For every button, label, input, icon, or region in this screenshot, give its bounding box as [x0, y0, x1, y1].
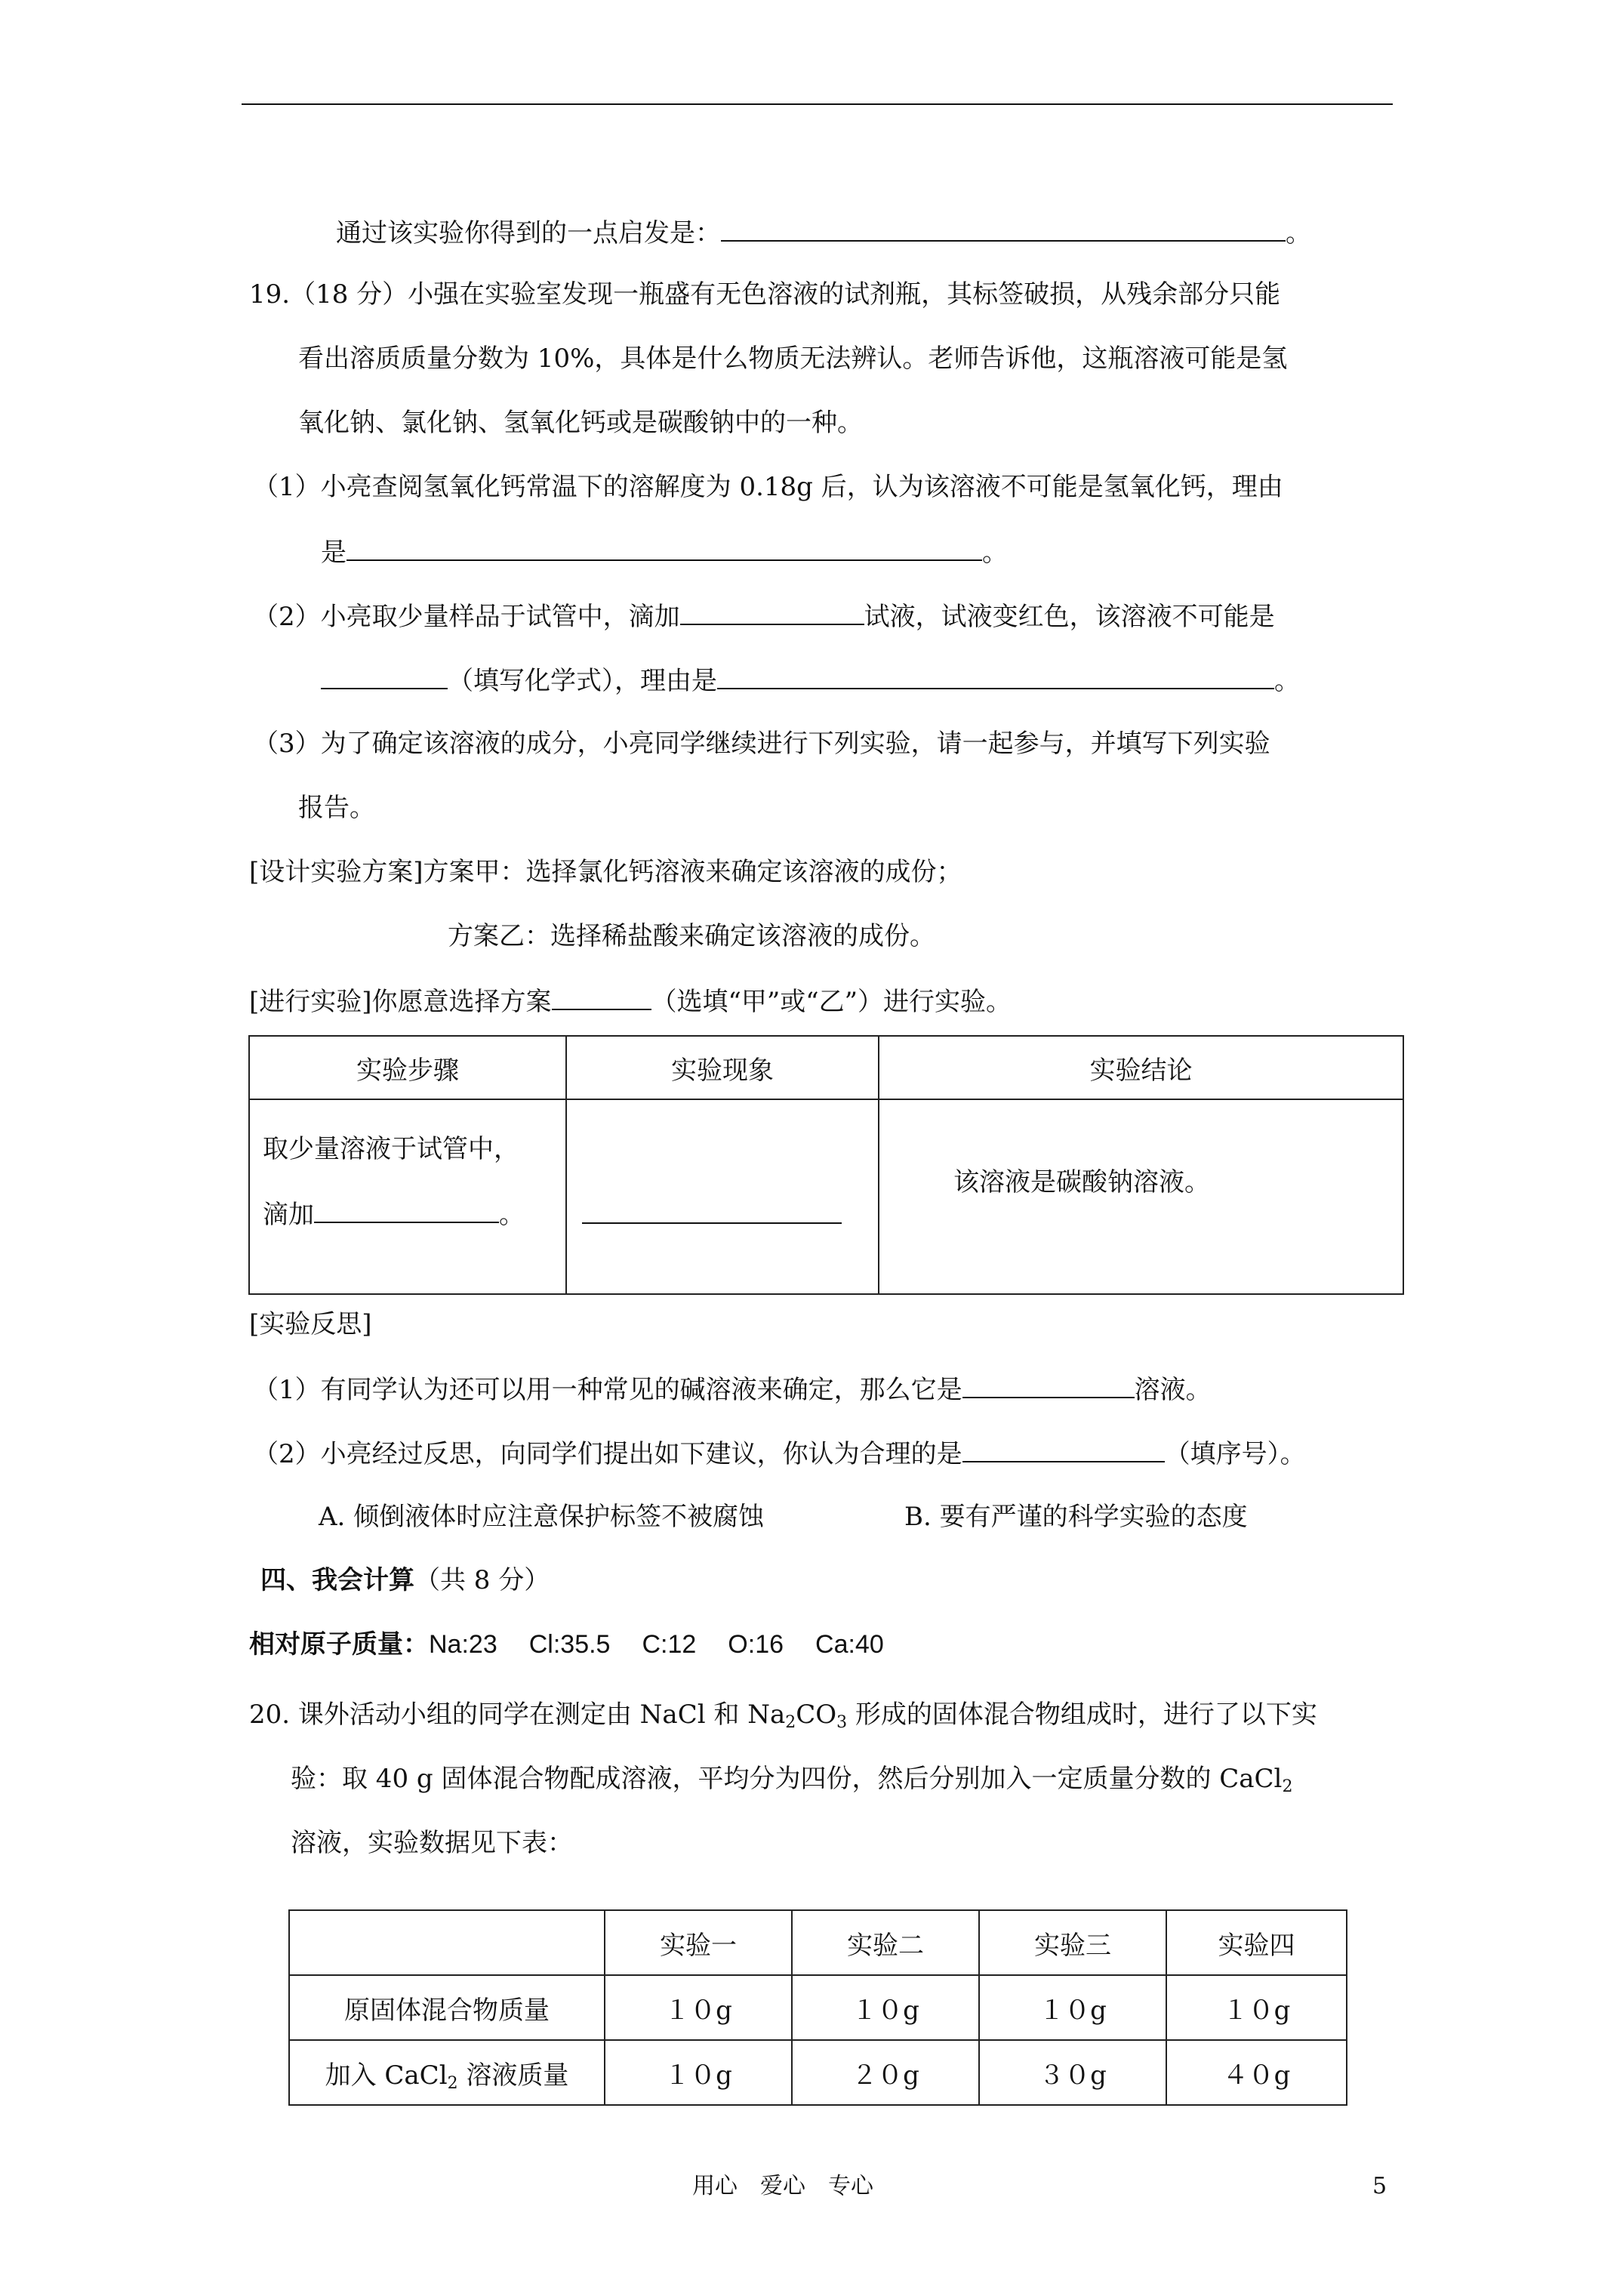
footer-motto: 用心 爱心 专心 [692, 2173, 873, 2199]
header-phenomenon: 实验现象 [566, 1036, 879, 1099]
q19-stem-line-3: 氧化钠、氯化钠、氢氧化钙或是碳酸钠中的一种。 [298, 408, 863, 438]
q19-part3-line-2: 报告。 [298, 793, 375, 823]
cell-phenomenon [566, 1099, 879, 1294]
table-cell: １０g [1166, 1975, 1347, 2040]
q20-header-exp4: 实验四 [1166, 1910, 1347, 1975]
section-4-heading [260, 1563, 550, 1598]
q20-header-exp3: 实验三 [979, 1910, 1166, 1975]
plan-choice-blank[interactable] [552, 983, 651, 1010]
table-cell: ４０g [1166, 2040, 1347, 2105]
design-plan-a-line: [设计实验方案]方案甲：选择氯化钙溶液来确定该溶液的成份； [249, 857, 962, 887]
reflection-2: （2）小亮经过反思，向同学们提出如下建议，你认为合理的是 （填序号）。 [253, 1435, 1306, 1472]
design-plan-b-line: 方案乙：选择稀盐酸来确定该溶液的成份。 [448, 921, 935, 951]
phenomenon-blank[interactable] [582, 1222, 842, 1224]
q20-line-1: 20. 课外活动小组的同学在测定由 NaCl 和 $Na_2CO_3$ 形成的固体混合物组成时，进行了以下实 [249, 1700, 1317, 1732]
option-a: A. 倾倒液体时应注意保护标签不被腐蚀 [319, 1502, 765, 1532]
experiment-report-table [248, 1035, 1404, 1295]
q19-part1-line-2: 是 。 [321, 534, 1008, 570]
q19-indicator-blank[interactable] [680, 598, 864, 625]
table-cell: ３０g [979, 2040, 1166, 2105]
option-b: B. 要有严谨的科学实验的态度 [904, 1502, 1248, 1532]
cell-conclusion: 该溶液是碳酸钠溶液。 [879, 1099, 1403, 1294]
reflection-label: [实验反思] [249, 1309, 372, 1339]
design-plan-label: [设计实验方案] [249, 857, 423, 887]
q20-data-table [288, 1909, 1347, 2106]
section-4-title: 四、我会计算 [260, 1565, 414, 1595]
cell-step: 取少量溶液于试管中， 滴加 。 [249, 1099, 566, 1294]
q19-part1-line-1: （1）小亮查阅氢氧化钙常温下的溶解度为 0.18g 后，认为该溶液不可能是氢氧化钙，理由 [253, 472, 1283, 502]
table-cell: １０g [792, 1975, 979, 2040]
table-row [289, 2040, 1347, 2105]
q18-prompt: 通过该实验你得到的一点启发是： [336, 218, 721, 248]
step-reagent-blank[interactable] [314, 1196, 499, 1223]
q19-stem-line-1: 19.（18 分）小强在实验室发现一瓶盛有无色溶液的试剂瓶，其标签破损，从残余部分只能 [249, 279, 1281, 310]
q20-header-exp1: 实验一 [605, 1910, 792, 1975]
row-label-cacl2-mass: 加入 CaCl$_2$ 溶液质量 [289, 2040, 605, 2105]
page-number: 5 [1372, 2173, 1387, 2199]
q18-inspiration-line: 通过该实验你得到的一点启发是： 。 [336, 214, 1311, 251]
q19-formula-blank[interactable] [321, 662, 448, 689]
q20-line-2: 验：取 40 g 固体混合物配成溶液，平均分为四份，然后分别加入一定质量分数的 CaCl$_2$ [291, 1764, 1293, 1796]
q19-part1-reason-blank[interactable] [346, 534, 982, 561]
table-cell: １０g [605, 1975, 792, 2040]
q19-part2-line-2: （填写化学式），理由是 。 [321, 662, 1300, 698]
q19-stem-line-2: 看出溶质质量分数为 10%，具体是什么物质无法辨认。老师告诉他，这瓶溶液可能是氢 [298, 344, 1288, 374]
q20-header-exp2: 实验二 [792, 1910, 979, 1975]
q19-part3-line-1: （3）为了确定该溶液的成分，小亮同学继续进行下列实验，请一起参与，并填写下列实验 [253, 729, 1270, 759]
table-cell: １０g [979, 1975, 1166, 2040]
reflection-1: （1）有同学认为还可以用一种常见的碱溶液来确定，那么它是 溶液。 [253, 1371, 1212, 1407]
table-cell: ２０g [792, 2040, 979, 2105]
q19-part2-reason-blank[interactable] [717, 662, 1274, 689]
q18-answer-blank[interactable] [721, 214, 1286, 242]
q20-header-empty [289, 1910, 605, 1975]
table-cell: １０g [605, 2040, 792, 2105]
do-experiment-line: [进行实验]你愿意选择方案 （选填“甲”或“乙”）进行实验。 [249, 983, 1012, 1019]
do-experiment-label: [进行实验] [249, 987, 372, 1017]
q19-part2-line-1: （2）小亮取少量样品于试管中，滴加 试液，试液变红色，该溶液不可能是 [253, 598, 1275, 634]
table-row [289, 1975, 1347, 2040]
header-conclusion: 实验结论 [879, 1036, 1403, 1099]
atomic-masses-line: 相对原子质量：Na:23 Cl:35.5 C:12 O:16 Ca:40 [249, 1629, 884, 1660]
base-solution-blank[interactable] [962, 1371, 1135, 1398]
header-step: 实验步骤 [249, 1036, 566, 1099]
header-rule [242, 103, 1393, 105]
section-4-score: （共 8 分） [414, 1565, 550, 1595]
choice-number-blank[interactable] [962, 1435, 1165, 1462]
q20-line-3: 溶液，实验数据见下表： [291, 1828, 573, 1858]
row-label-mixture-mass: 原固体混合物质量 [289, 1975, 605, 2040]
